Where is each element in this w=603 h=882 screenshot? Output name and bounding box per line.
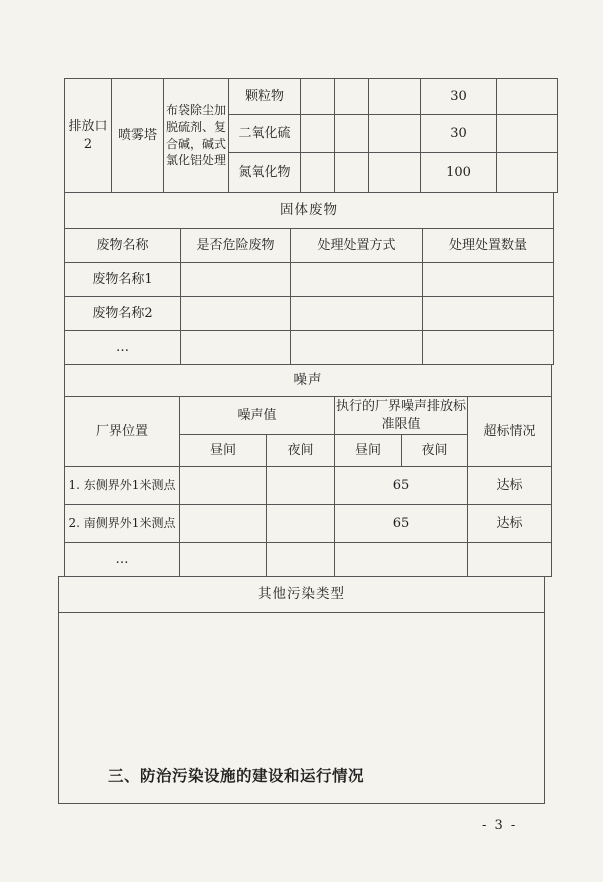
empty-cell (180, 505, 267, 543)
limit-cell: 30 (421, 79, 497, 115)
column-header: 厂界位置 (65, 397, 180, 467)
pollutant-cell: 颗粒物 (229, 79, 301, 115)
empty-cell (181, 331, 291, 365)
status-cell: 达标 (468, 505, 552, 543)
standard-cell (335, 543, 468, 577)
empty-cell (497, 153, 558, 193)
empty-cell (335, 153, 369, 193)
empty-cell (181, 297, 291, 331)
empty-cell (181, 263, 291, 297)
empty-cell (369, 153, 421, 193)
empty-cell (291, 297, 423, 331)
empty-cell (301, 79, 335, 115)
column-header: 是否危险废物 (181, 229, 291, 263)
waste-name-cell: … (65, 331, 181, 365)
empty-cell (369, 79, 421, 115)
column-subheader: 昼间 (335, 435, 402, 467)
section-heading: 三、防治污染设施的建设和运行情况 (108, 767, 365, 785)
limit-cell: 100 (421, 153, 497, 193)
section-title: 其他污染类型 (59, 577, 545, 613)
empty-cell (335, 115, 369, 153)
empty-cell (423, 297, 554, 331)
air-emission-table (64, 78, 558, 193)
pollutant-cell: 二氧化硫 (229, 115, 301, 153)
empty-cell (335, 79, 369, 115)
waste-name-cell: 废物名称1 (65, 263, 181, 297)
empty-cell (423, 331, 554, 365)
empty-cell (267, 543, 335, 577)
position-cell: 2. 南侧界外1米测点 (65, 505, 180, 543)
empty-cell (301, 153, 335, 193)
empty-cell (369, 115, 421, 153)
status-cell (468, 543, 552, 577)
column-header: 处理处置方式 (291, 229, 423, 263)
empty-cell (180, 543, 267, 577)
column-header: 废物名称 (65, 229, 181, 263)
standard-cell: 65 (335, 467, 468, 505)
empty-cell (497, 115, 558, 153)
section-title: 噪声 (65, 365, 552, 397)
outlet-cell: 排放口2 (65, 79, 112, 193)
empty-cell (497, 79, 558, 115)
solid-waste-table (64, 192, 554, 365)
column-header: 处理处置数量 (423, 229, 554, 263)
column-header: 噪声值 (180, 397, 335, 435)
waste-name-cell: 废物名称2 (65, 297, 181, 331)
empty-cell (301, 115, 335, 153)
position-cell: 1. 东侧界外1米测点 (65, 467, 180, 505)
column-subheader: 夜间 (402, 435, 468, 467)
empty-cell (267, 505, 335, 543)
column-header: 超标情况 (468, 397, 552, 467)
treatment-cell: 布袋除尘加脱硫剂、复合碱，碱式氯化铝处理 (164, 79, 229, 193)
empty-cell (267, 467, 335, 505)
position-cell: … (65, 543, 180, 577)
noise-table (64, 364, 552, 577)
column-header: 执行的厂界噪声排放标准限值 (335, 397, 468, 435)
empty-cell (291, 331, 423, 365)
empty-cell (423, 263, 554, 297)
method-cell: 喷雾塔 (112, 79, 164, 193)
limit-cell: 30 (421, 115, 497, 153)
status-cell: 达标 (468, 467, 552, 505)
empty-cell (180, 467, 267, 505)
empty-cell (291, 263, 423, 297)
standard-cell: 65 (335, 505, 468, 543)
column-subheader: 夜间 (267, 435, 335, 467)
pollutant-cell: 氮氧化物 (229, 153, 301, 193)
section-title: 固体废物 (65, 193, 554, 229)
page-number: - 3 - (482, 818, 518, 833)
column-subheader: 昼间 (180, 435, 267, 467)
